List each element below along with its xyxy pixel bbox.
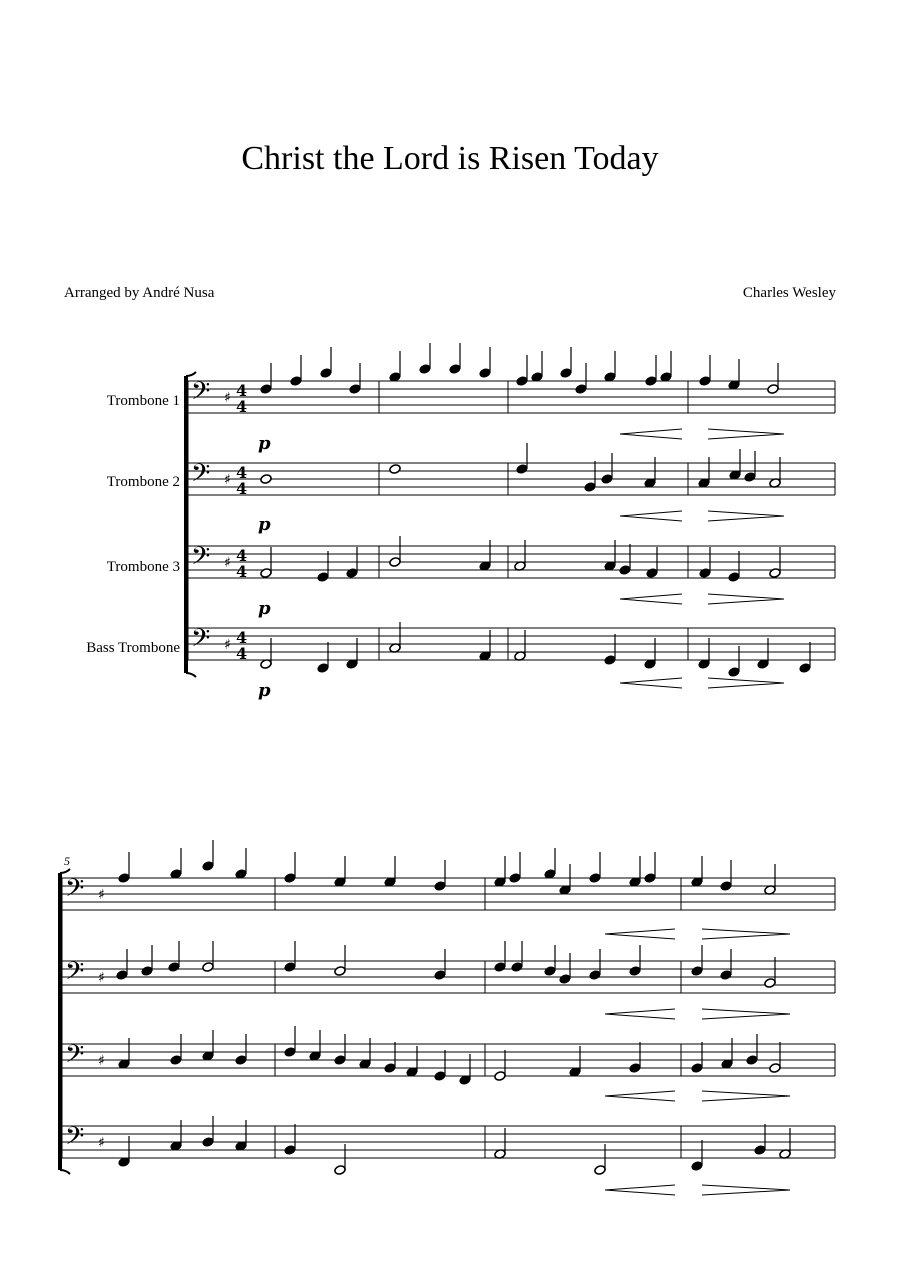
svg-text:4: 4: [236, 562, 248, 581]
note-head: [284, 1047, 296, 1058]
hairpins: [605, 429, 790, 1195]
instrument-label-trombone-2: Trombone 2: [106, 474, 180, 490]
svg-text:𝄢: 𝄢: [191, 377, 211, 412]
svg-text:4: 4: [236, 397, 248, 416]
note-head: [479, 368, 491, 379]
svg-text:4: 4: [236, 381, 248, 400]
svg-text:♯: ♯: [98, 887, 105, 903]
note-head: [744, 472, 756, 483]
note-head: [754, 1145, 766, 1156]
note-head: [202, 1137, 214, 1148]
note-head: [235, 1055, 247, 1066]
svg-text:♯: ♯: [98, 1135, 105, 1151]
note-head: [601, 474, 613, 485]
note-head: [575, 384, 587, 395]
note-head: [284, 962, 296, 973]
note-head: [389, 464, 401, 475]
note-head: [260, 568, 272, 579]
note-head: [202, 962, 214, 973]
note-head: [699, 568, 711, 579]
svg-text:4: 4: [236, 546, 248, 565]
svg-text:♯: ♯: [224, 555, 231, 571]
note-head: [589, 873, 601, 884]
note-head: [769, 1063, 781, 1074]
svg-text:4: 4: [236, 479, 248, 498]
note-head: [720, 970, 732, 981]
svg-text:♯: ♯: [224, 390, 231, 406]
arranger-credit: Arranged by André Nusa: [64, 285, 215, 301]
score-title: Christ the Lord is Risen Today: [241, 140, 659, 177]
clefs-system-2: [65, 874, 84, 1157]
note-head: [290, 376, 302, 387]
staff-trombone-2: [188, 463, 835, 495]
note-head: [334, 1055, 346, 1066]
staff-bass-trombone: [188, 628, 835, 660]
note-head: [349, 384, 361, 395]
note-head: [544, 966, 556, 977]
staff2-trombone-1: [62, 878, 835, 910]
note-head: [170, 1055, 182, 1066]
svg-text:𝄢: 𝄢: [191, 624, 211, 659]
dynamic-trombone-3: p: [258, 598, 271, 619]
svg-text:𝄢: 𝄢: [191, 542, 211, 577]
dynamic-trombone-2: p: [258, 514, 271, 535]
note-head: [434, 970, 446, 981]
svg-text:𝄢: 𝄢: [65, 1040, 85, 1075]
note-head: [594, 1165, 606, 1176]
svg-text:4: 4: [236, 644, 248, 663]
instrument-label-trombone-3: Trombone 3: [106, 559, 180, 575]
note-head: [284, 1145, 296, 1156]
note-head: [769, 568, 781, 579]
staff-trombone-3: [188, 546, 835, 578]
dynamic-bass-trombone: p: [258, 680, 271, 701]
note-head: [168, 962, 180, 973]
note-head: [320, 368, 332, 379]
note-head: [434, 881, 446, 892]
note-head: [699, 376, 711, 387]
note-head: [589, 970, 601, 981]
note-head: [691, 1063, 703, 1074]
note-head: [511, 962, 523, 973]
clefs-system-1: [191, 377, 210, 659]
note-head: [317, 572, 329, 583]
note-head: [260, 384, 272, 395]
composer-credit: Charles Wesley: [742, 285, 836, 301]
note-head: [728, 667, 740, 678]
note-head: [284, 873, 296, 884]
note-head: [629, 1063, 641, 1074]
svg-text:♯: ♯: [98, 1053, 105, 1069]
note-head: [494, 962, 506, 973]
note-head: [509, 873, 521, 884]
note-head: [746, 1055, 758, 1066]
note-head: [419, 364, 431, 375]
key-signatures: [98, 390, 231, 1151]
note-head: [141, 966, 153, 977]
note-head: [728, 572, 740, 583]
note-head: [346, 568, 358, 579]
note-head: [334, 1165, 346, 1176]
note-head: [560, 368, 572, 379]
svg-text:𝄢: 𝄢: [65, 957, 85, 992]
note-head: [317, 663, 329, 674]
note-head: [494, 1071, 506, 1082]
note-layer: [116, 343, 811, 1175]
note-head: [604, 655, 616, 666]
note-head: [449, 364, 461, 375]
note-head: [202, 861, 214, 872]
measure-number: 5: [64, 854, 70, 868]
svg-text:♯: ♯: [98, 970, 105, 986]
svg-text:♯: ♯: [224, 637, 231, 653]
note-head: [645, 376, 657, 387]
svg-text:4: 4: [236, 463, 248, 482]
note-head: [559, 974, 571, 985]
note-head: [334, 966, 346, 977]
note-head: [384, 1063, 396, 1074]
dynamic-trombone-1: p: [258, 433, 271, 454]
note-head: [260, 474, 272, 485]
note-head: [799, 663, 811, 674]
svg-text:4: 4: [236, 628, 248, 647]
note-head: [516, 464, 528, 475]
note-head: [434, 1071, 446, 1082]
note-head: [720, 881, 732, 892]
note-head: [691, 1161, 703, 1172]
note-head: [619, 565, 631, 576]
svg-text:𝄢: 𝄢: [65, 1122, 85, 1157]
note-head: [646, 568, 658, 579]
note-head: [644, 873, 656, 884]
note-head: [764, 978, 776, 989]
note-head: [629, 966, 641, 977]
instrument-label-trombone-1: Trombone 1: [106, 393, 180, 409]
note-head: [516, 376, 528, 387]
svg-text:𝄢: 𝄢: [65, 874, 85, 909]
note-head: [116, 970, 128, 981]
svg-text:𝄢: 𝄢: [191, 459, 211, 494]
note-head: [118, 873, 130, 884]
note-head: [691, 966, 703, 977]
note-head: [584, 482, 596, 493]
svg-text:♯: ♯: [224, 472, 231, 488]
time-signatures: [236, 381, 247, 663]
note-head: [389, 557, 401, 568]
note-head: [767, 384, 779, 395]
instrument-label-bass-trombone: Bass Trombone: [86, 640, 180, 656]
